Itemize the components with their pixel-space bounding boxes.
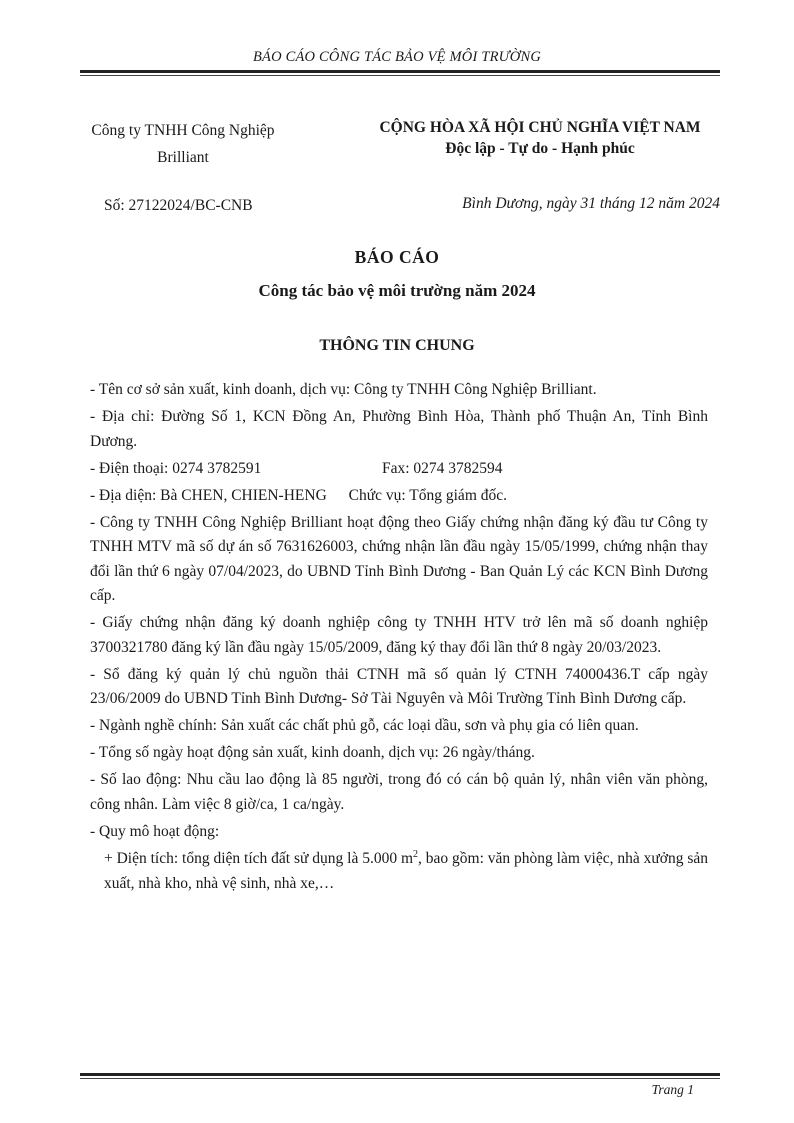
document-number: Số: 27122024/BC-CNB [104, 197, 253, 214]
header-rule [80, 70, 720, 73]
general-info-body [90, 378, 708, 899]
national-motto: Độc lập - Tự do - Hạnh phúc [445, 140, 635, 157]
page-number: Trang 1 [651, 1082, 694, 1097]
item-area-sup: 2 [413, 848, 419, 860]
item-operating-days: - Tổng số ngày hoạt động sản xuất, kinh doanh, dịch vụ: 26 ngày/tháng. [90, 744, 535, 762]
company-name-line2: Brilliant [157, 149, 209, 166]
footer-rule [80, 1073, 720, 1076]
item-position: Chức vụ: Tổng giám đốc. [348, 486, 508, 504]
footer-rule-thin [80, 1078, 720, 1079]
item-phone: - Điện thoại: 0274 3782591 [90, 459, 262, 477]
section-heading: THÔNG TIN CHUNG [319, 337, 475, 354]
company-name-line1: Công ty TNHH Công Nghiệp [91, 122, 275, 139]
report-title: BÁO CÁO [354, 247, 440, 267]
item-representative-row [90, 484, 708, 509]
item-facility: - Tên cơ sở sản xuất, kinh doanh, dịch vụ: Công ty TNHH Công Nghiệp Brilliant. [90, 381, 597, 398]
company-name [78, 117, 288, 171]
item-contact [90, 457, 708, 482]
item-address: - Địa chỉ: Đường Số 1, KCN Đồng An, Phường Bình Hòa, Thành phố Thuận An, Tỉnh Bình Dương. [90, 407, 708, 450]
item-fax: Fax: 0274 3782594 [382, 459, 503, 477]
header-rule-thin [80, 75, 720, 76]
place-date: Bình Dương, ngày 31 tháng 12 năm 2024 [462, 195, 720, 212]
item-business-registration: - Giấy chứng nhận đăng ký doanh nghiệp công ty TNHH HTV trở lên mã số doanh nghiệp 3700321780 đăng ký lần đầu ngày 15/05/2009, đăng ký thay đổi lần thứ 8 ngày 20/03/2023. [90, 614, 708, 656]
item-scale: - Quy mô hoạt động: [90, 823, 220, 840]
national-title: CỘNG HÒA XÃ HỘI CHỦ NGHĨA VIỆT NAM [379, 119, 701, 136]
running-header: BÁO CÁO CÔNG TÁC BẢO VỆ MÔI TRƯỜNG [253, 49, 541, 65]
item-investment: - Công ty TNHH Công Nghiệp Brilliant hoạt động theo Giấy chứng nhận đăng ký đầu tư Công ty TNHH MTV mã số dự án số 7631626003, chứng nhận lần đầu ngày 15/05/1999, chứng nhận thay đổi lần thứ 6 ngày 07/04/2023, do UBND Tỉnh Bình Dương - Ban Quản Lý các KCN Bình Dương cấp. [90, 513, 708, 605]
item-main-business: - Ngành nghề chính: Sản xuất các chất phủ gỗ, các loại dầu, sơn và phụ gia có liên quan. [90, 717, 639, 735]
item-representative: - Địa diện: Bà CHEN, CHIEN-HENG [90, 486, 327, 504]
item-labor: - Số lao động: Nhu cầu lao động là 85 người, trong đó có cán bộ quản lý, nhân viên văn phòng, công nhân. Làm việc 8 giờ/ca, 1 ca/ngày. [90, 771, 708, 814]
item-area [90, 847, 708, 896]
item-area-prefix: + Diện tích: tổng diện tích đất sử dụng là 5.000 m [104, 849, 414, 867]
item-waste-registration: - Sổ đăng ký quản lý chủ nguồn thải CTNH mã số quản lý CTNH 74000436.T cấp ngày 23/06/2009 do UBND Tỉnh Bình Dương- Sở Tài Nguyên và Môi Trường Tỉnh Bình Dương cấp. [90, 665, 708, 708]
item-area-suffix: , bao gồm: văn phòng làm việc, nhà xưởng sản xuất, nhà kho, nhà vệ sinh, nhà xe,… [104, 849, 708, 892]
report-subtitle: Công tác bảo vệ môi trường năm 2024 [258, 281, 536, 300]
